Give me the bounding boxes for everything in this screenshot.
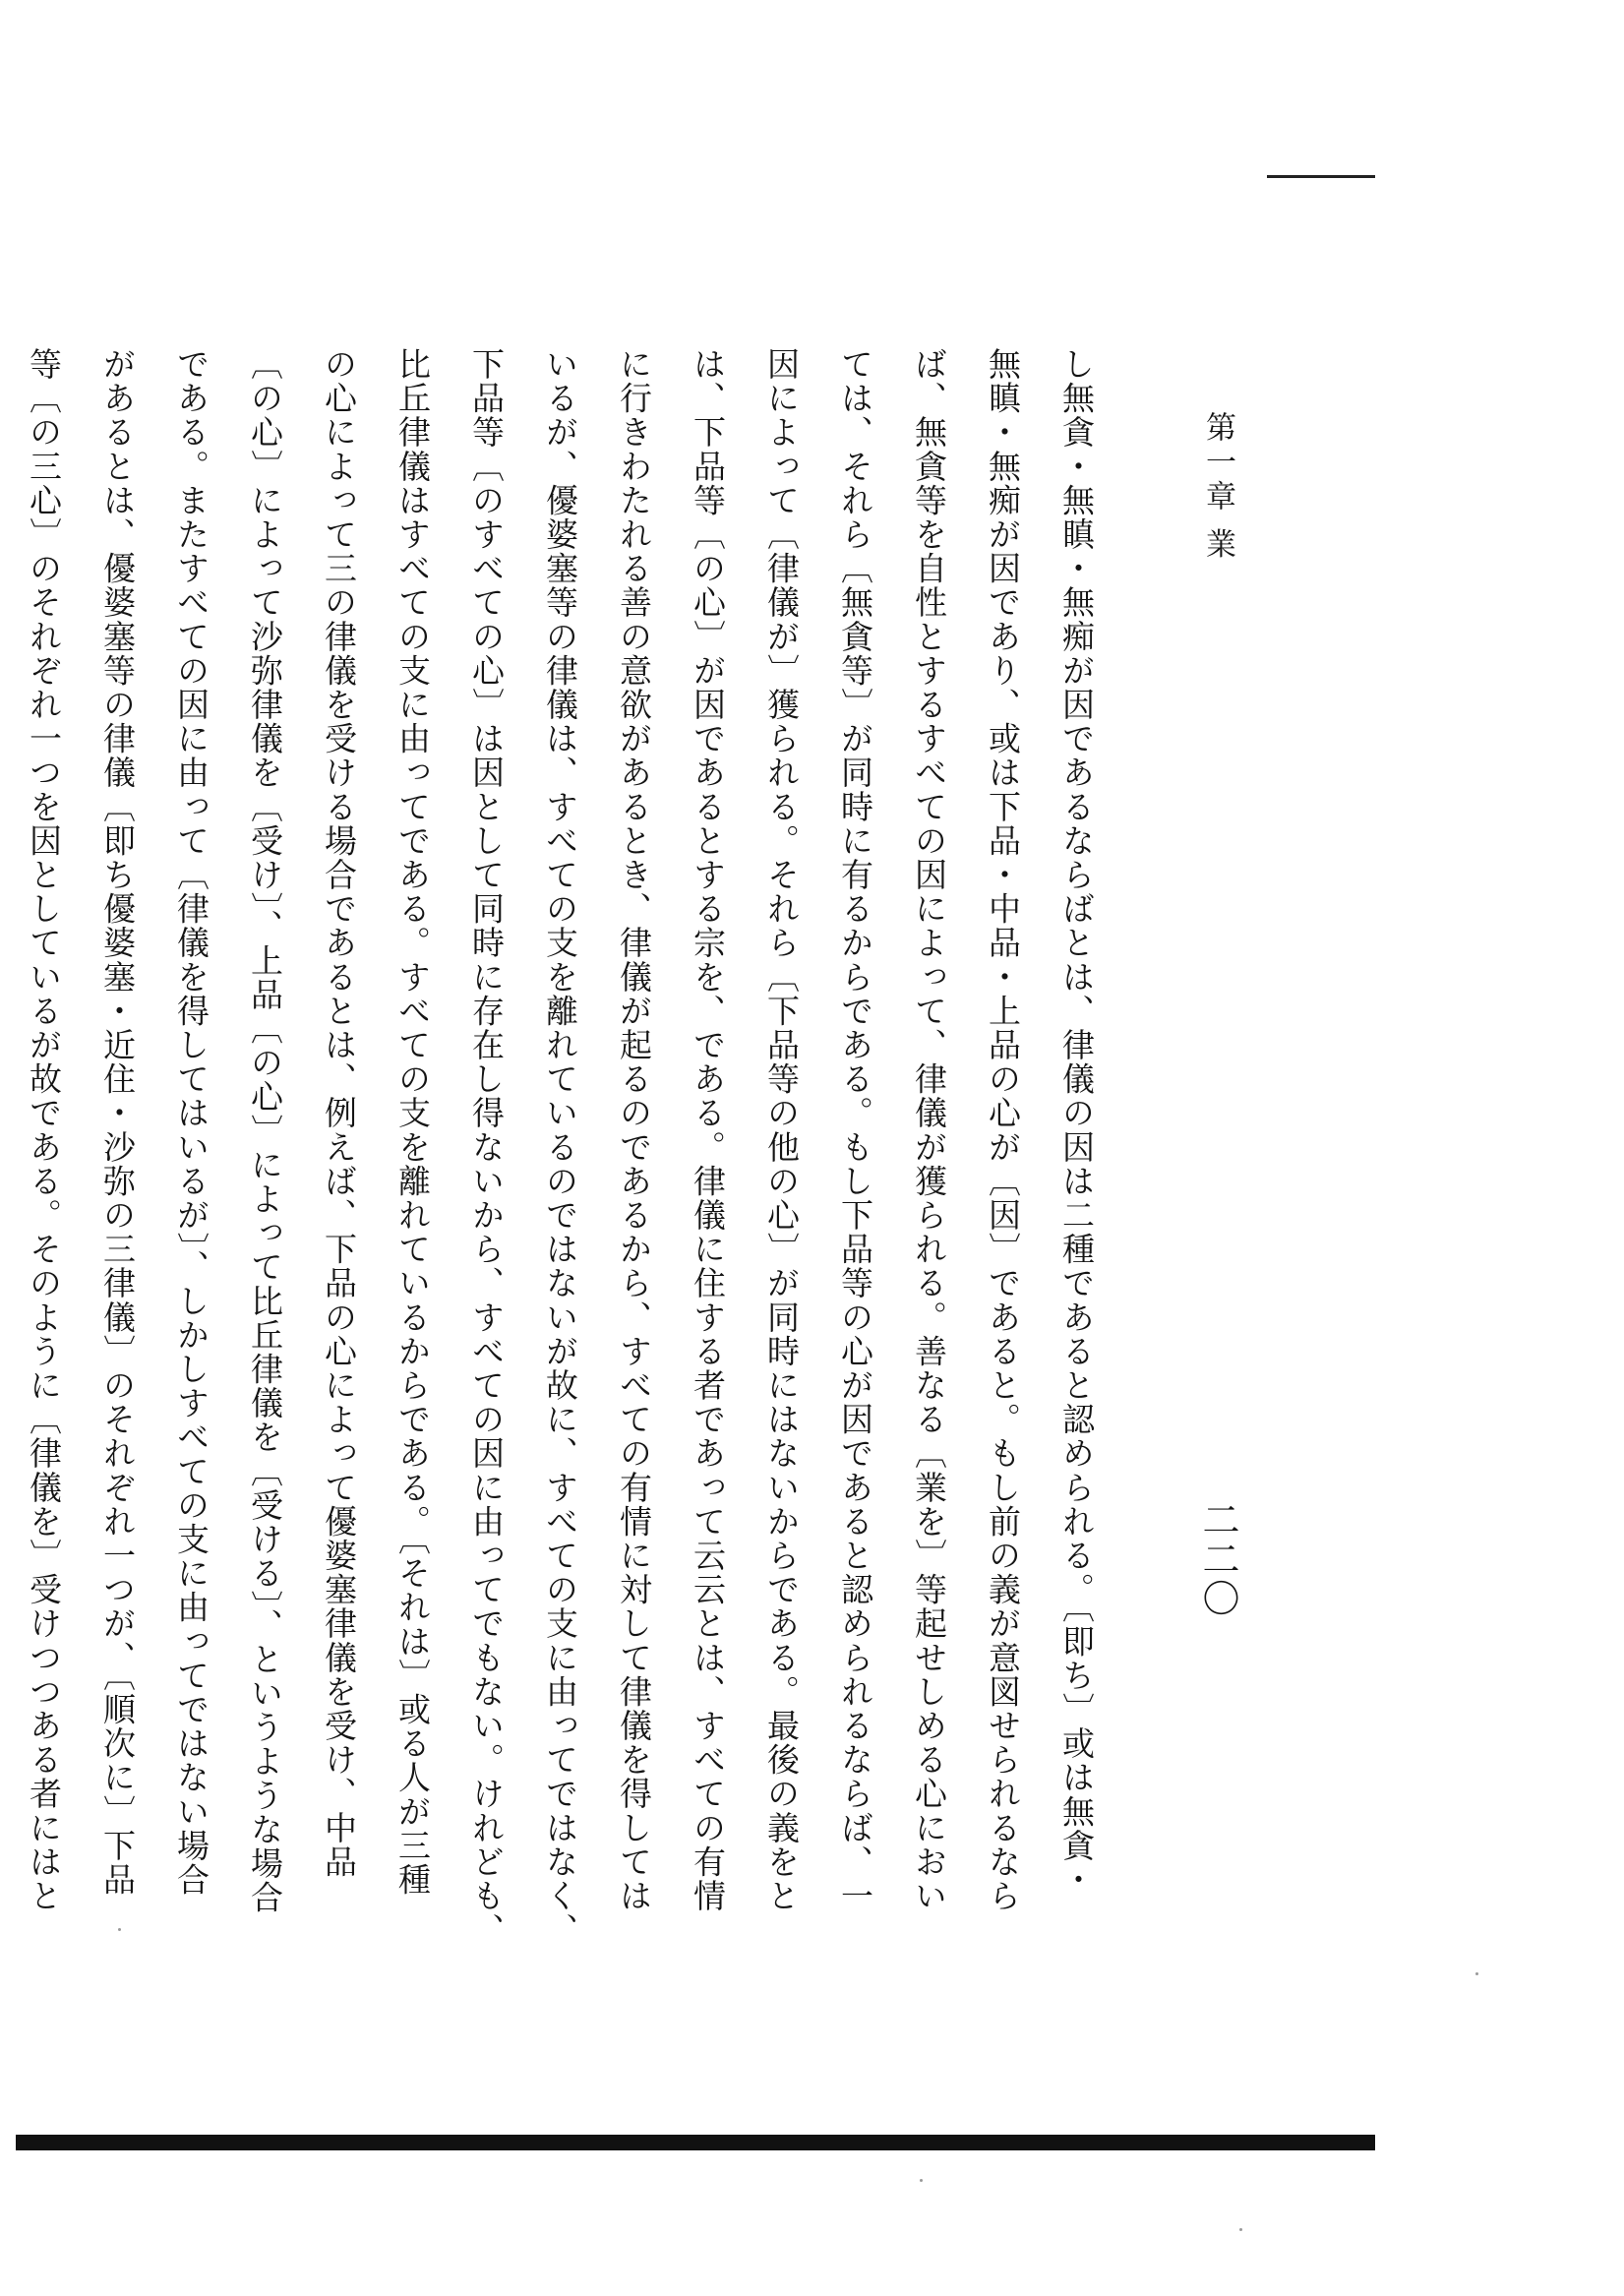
text-column: 無瞋・無痴が因であり、或は下品・中品・上品の心が〔因〕であると。もし前の義が意図せられるなら xyxy=(984,347,1022,1913)
text-column: 下品等〔のすべての心〕は因として同時に存在し得ないから、すべての因に由ってでもない。けれども、 xyxy=(467,347,506,1948)
body-text xyxy=(25,347,1113,1948)
page-number: 二二〇 xyxy=(1196,1500,1239,1618)
text-column: 等〔の三心〕のそれぞれ一つを因としているが故である。そのように〔律儀を〕受けつつある者にはと xyxy=(25,347,63,1913)
scan-speck xyxy=(1239,2228,1242,2231)
text-column: があるとは、優婆塞等の律儀〔即ち優婆塞・近住・沙弥の三律儀〕のそれぞれ一つが、〔順次に〕下品 xyxy=(98,347,137,1898)
text-column: 因によって〔律儀が〕獲られる。それら〔下品等の他の心〕が同時にはないからである。最後の義をと xyxy=(762,347,801,1913)
bottom-rule xyxy=(16,2135,1375,2150)
text-column: の心によって三の律儀を受ける場合であるとは、例えば、下品の心によって優婆塞律儀を受け、中品 xyxy=(320,347,358,1879)
text-column: いるが、優婆塞等の律儀は、すべての支を離れているのではないが故に、すべての支に由ってではなく、 xyxy=(541,347,579,1948)
text-column: 比丘律儀はすべての支に由ってである。すべての支を離れているからである。〔それは〕或る人が三種 xyxy=(393,347,432,1898)
text-column: である。またすべての因に由って〔律儀を得してはいるが〕、しかしすべての支に由ってではない場合 xyxy=(172,347,211,1898)
scan-speck xyxy=(118,1928,121,1931)
text-column: ては、それら〔無貪等〕が同時に有るからである。もし下品等の心が因であると認められるならば、一 xyxy=(836,347,874,1913)
text-column: し無貪・無瞋・無痴が因であるならばとは、律儀の因は二種であると認められる。〔即ち〕或は無貪・ xyxy=(1057,347,1096,1898)
text-column: 〔の心〕によって沙弥律儀を〔受け〕、上品〔の心〕によって比丘律儀を〔受ける〕、というような場合 xyxy=(246,347,284,1915)
scan-speck xyxy=(920,2179,923,2182)
scan-speck xyxy=(1475,1972,1478,1975)
top-rule xyxy=(1267,175,1375,178)
running-head: 第一章 業 xyxy=(1200,411,1235,563)
text-column: ば、無貪等を自性とするすべての因によって、律儀が獲られる。善なる〔業を〕等起せしめる心におい xyxy=(910,347,948,1913)
text-column: に行きわたれる善の意欲があるとき、律儀が起るのであるから、すべての有情に対して律儀を得しては xyxy=(615,347,653,1913)
text-column: は、下品等〔の心〕が因であるとする宗を、である。律儀に住する者であって云云とは、すべての有情 xyxy=(689,347,727,1913)
